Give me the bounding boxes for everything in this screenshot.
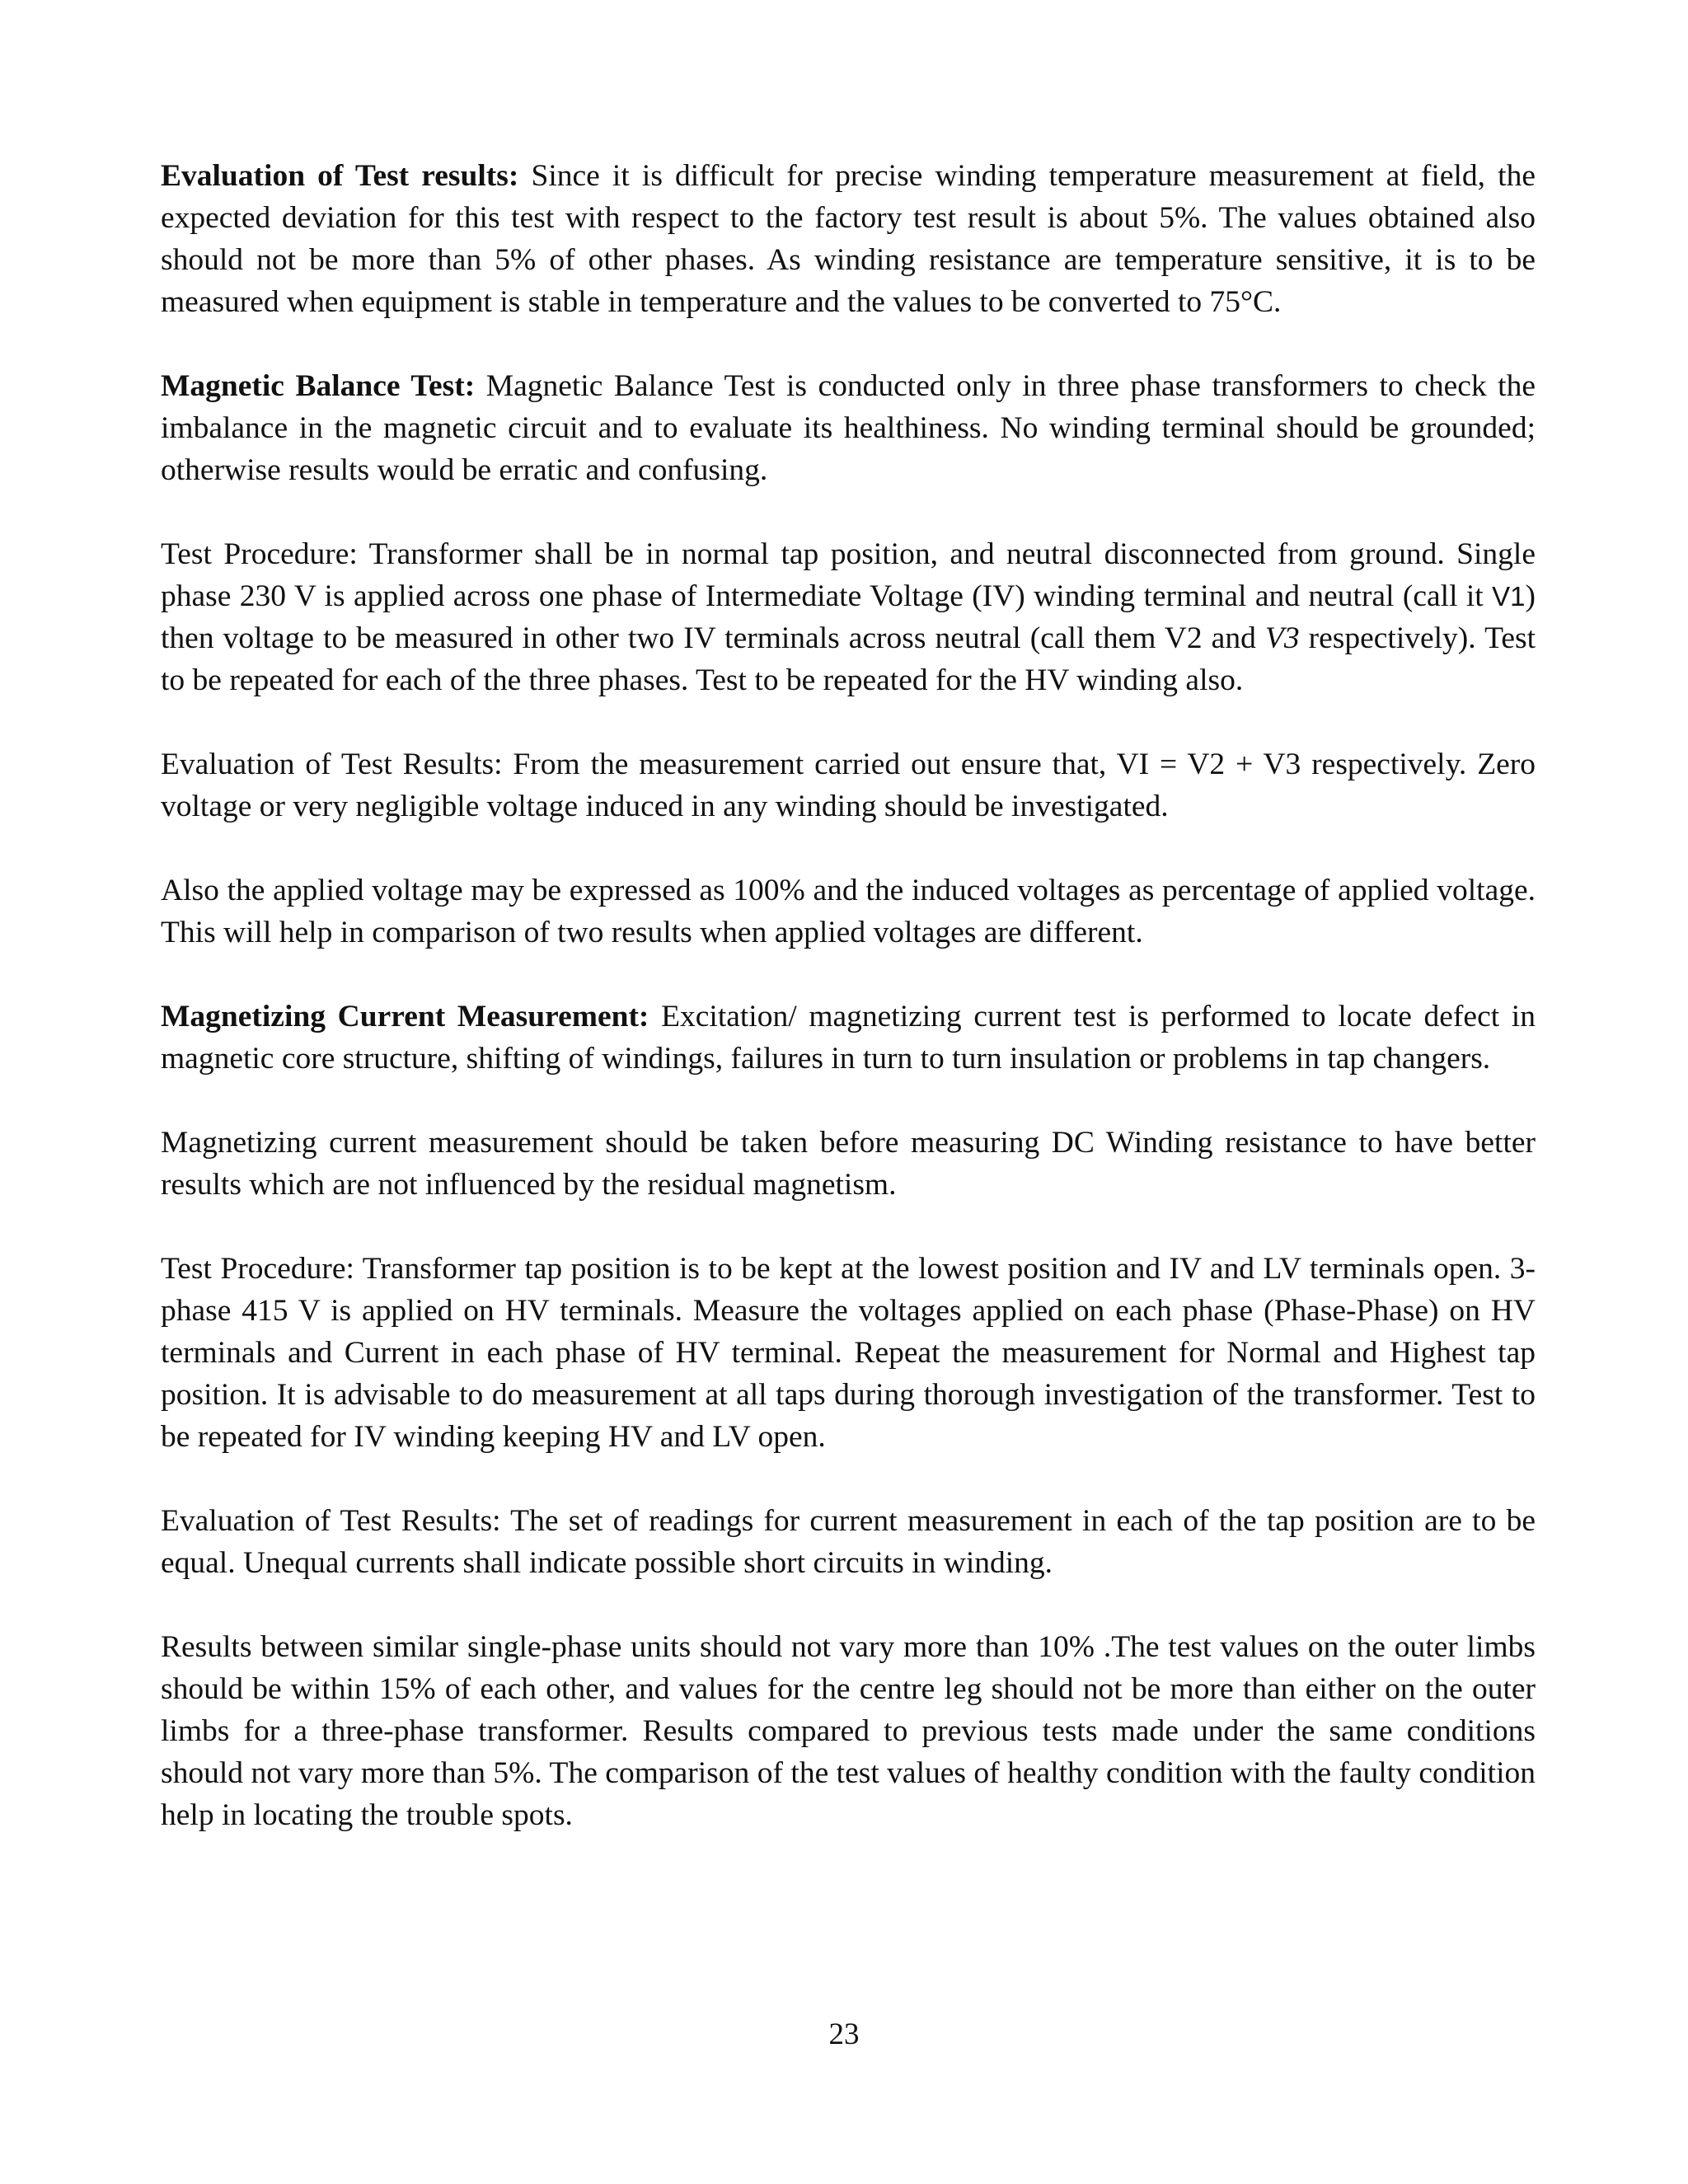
paragraph-text: Magnetic Balance Test is conducted only in three phase transformers to check the imbalance in the magnetic circuit and to evaluate its healthiness. No winding terminal should be grounded; otherwise results would be erratic and confusing. [161, 369, 1536, 487]
paragraph-text: respectively). Test to be repeated for each of the three phases. Test to be repeated for the HV winding also. [161, 621, 1536, 697]
paragraph-text: Evaluation of Test Results: The set of readings for current measurement in each of the tap position are to be equal. Unequal currents shall indicate possible short circuits in winding. [161, 1504, 1536, 1580]
paragraph-text: Magnetizing current measurement should be taken before measuring DC Winding resistance to have better results which are not influenced by the residual magnetism. [161, 1126, 1536, 1202]
paragraph-text: ) then voltage to be measured in other two IV terminals across neutral (call them V2 and [161, 579, 1536, 655]
paragraph-magnetizing-current-limits [161, 1626, 1536, 1836]
heading-magnetic-balance-test: Magnetic Balance Test: [161, 369, 476, 403]
v1-symbol: V1 [1492, 581, 1526, 612]
paragraph-magnetizing-current-measurement [161, 996, 1536, 1080]
document-body [161, 155, 1536, 1878]
paragraph-text: Evaluation of Test Results: From the measurement carried out ensure that, VI = V2 + V3 respectively. Zero voltage or very negligible voltage induced in any winding should be investigated. [161, 748, 1536, 823]
paragraph-text: Results between similar single-phase units should not vary more than 10% .The test values on the outer limbs should be within 15% of each other, and values for the centre leg should not be more than either on the outer limbs for a three-phase transformer. Results compared to previous tests made under the same conditions should not vary more than 5%. The comparison of the test values of healthy condition with the faulty condition help in locating the trouble spots. [161, 1630, 1536, 1832]
paragraph-text: Test Procedure: Transformer shall be in normal tap position, and neutral disconnected from ground. Single phase 230 V is applied across one phase of Intermediate Voltage (IV) winding terminal and neutral (call it [161, 537, 1536, 613]
paragraph-applied-voltage-note [161, 869, 1536, 954]
paragraph-evaluation-winding-resistance [161, 155, 1536, 323]
paragraph-text: Since it is difficult for precise winding temperature measurement at field, the expected deviation for this test with respect to the factory test result is about 5%. The values obtained also should not be more than 5% of other phases. As winding resistance are temperature sensitive, it is to be measured when equipment is stable in temperature and the values to be converted to 75°C. [161, 159, 1536, 319]
paragraph-magnetic-balance-evaluation [161, 743, 1536, 827]
page-number: 23 [828, 2018, 860, 2051]
paragraph-magnetizing-current-evaluation [161, 1500, 1536, 1584]
paragraph-magnetic-balance-procedure [161, 533, 1536, 701]
paragraph-text: Excitation/ magnetizing current test is performed to locate defect in magnetic core structure, shifting of windings, failures in turn to turn insulation or problems in tap changers. [161, 1000, 1536, 1076]
heading-evaluation-of-test-results: Evaluation of Test results: [161, 159, 519, 193]
heading-magnetizing-current-measurement: Magnetizing Current Measurement: [161, 1000, 649, 1033]
paragraph-magnetizing-current-procedure [161, 1248, 1536, 1458]
paragraph-text: Test Procedure: Transformer tap position is to be kept at the lowest position and IV and LV terminals open. 3-phase 415 V is applied on HV terminals. Measure the voltages applied on each phase (Phase-Phase) on HV terminals and Current in each phase of HV terminal. Repeat the measurement for Normal and Highest tap position. It is advisable to do measurement at all taps during thorough investigation of the transformer. Test to be repeated for IV winding keeping HV and LV open. [161, 1252, 1536, 1454]
paragraph-text: Also the applied voltage may be expressed as 100% and the induced voltages as percentage of applied voltage. This will help in comparison of two results when applied voltages are different. [161, 874, 1536, 949]
v3-symbol: V3 [1264, 621, 1300, 655]
paragraph-magnetizing-current-order [161, 1122, 1536, 1206]
paragraph-magnetic-balance-test [161, 365, 1536, 491]
